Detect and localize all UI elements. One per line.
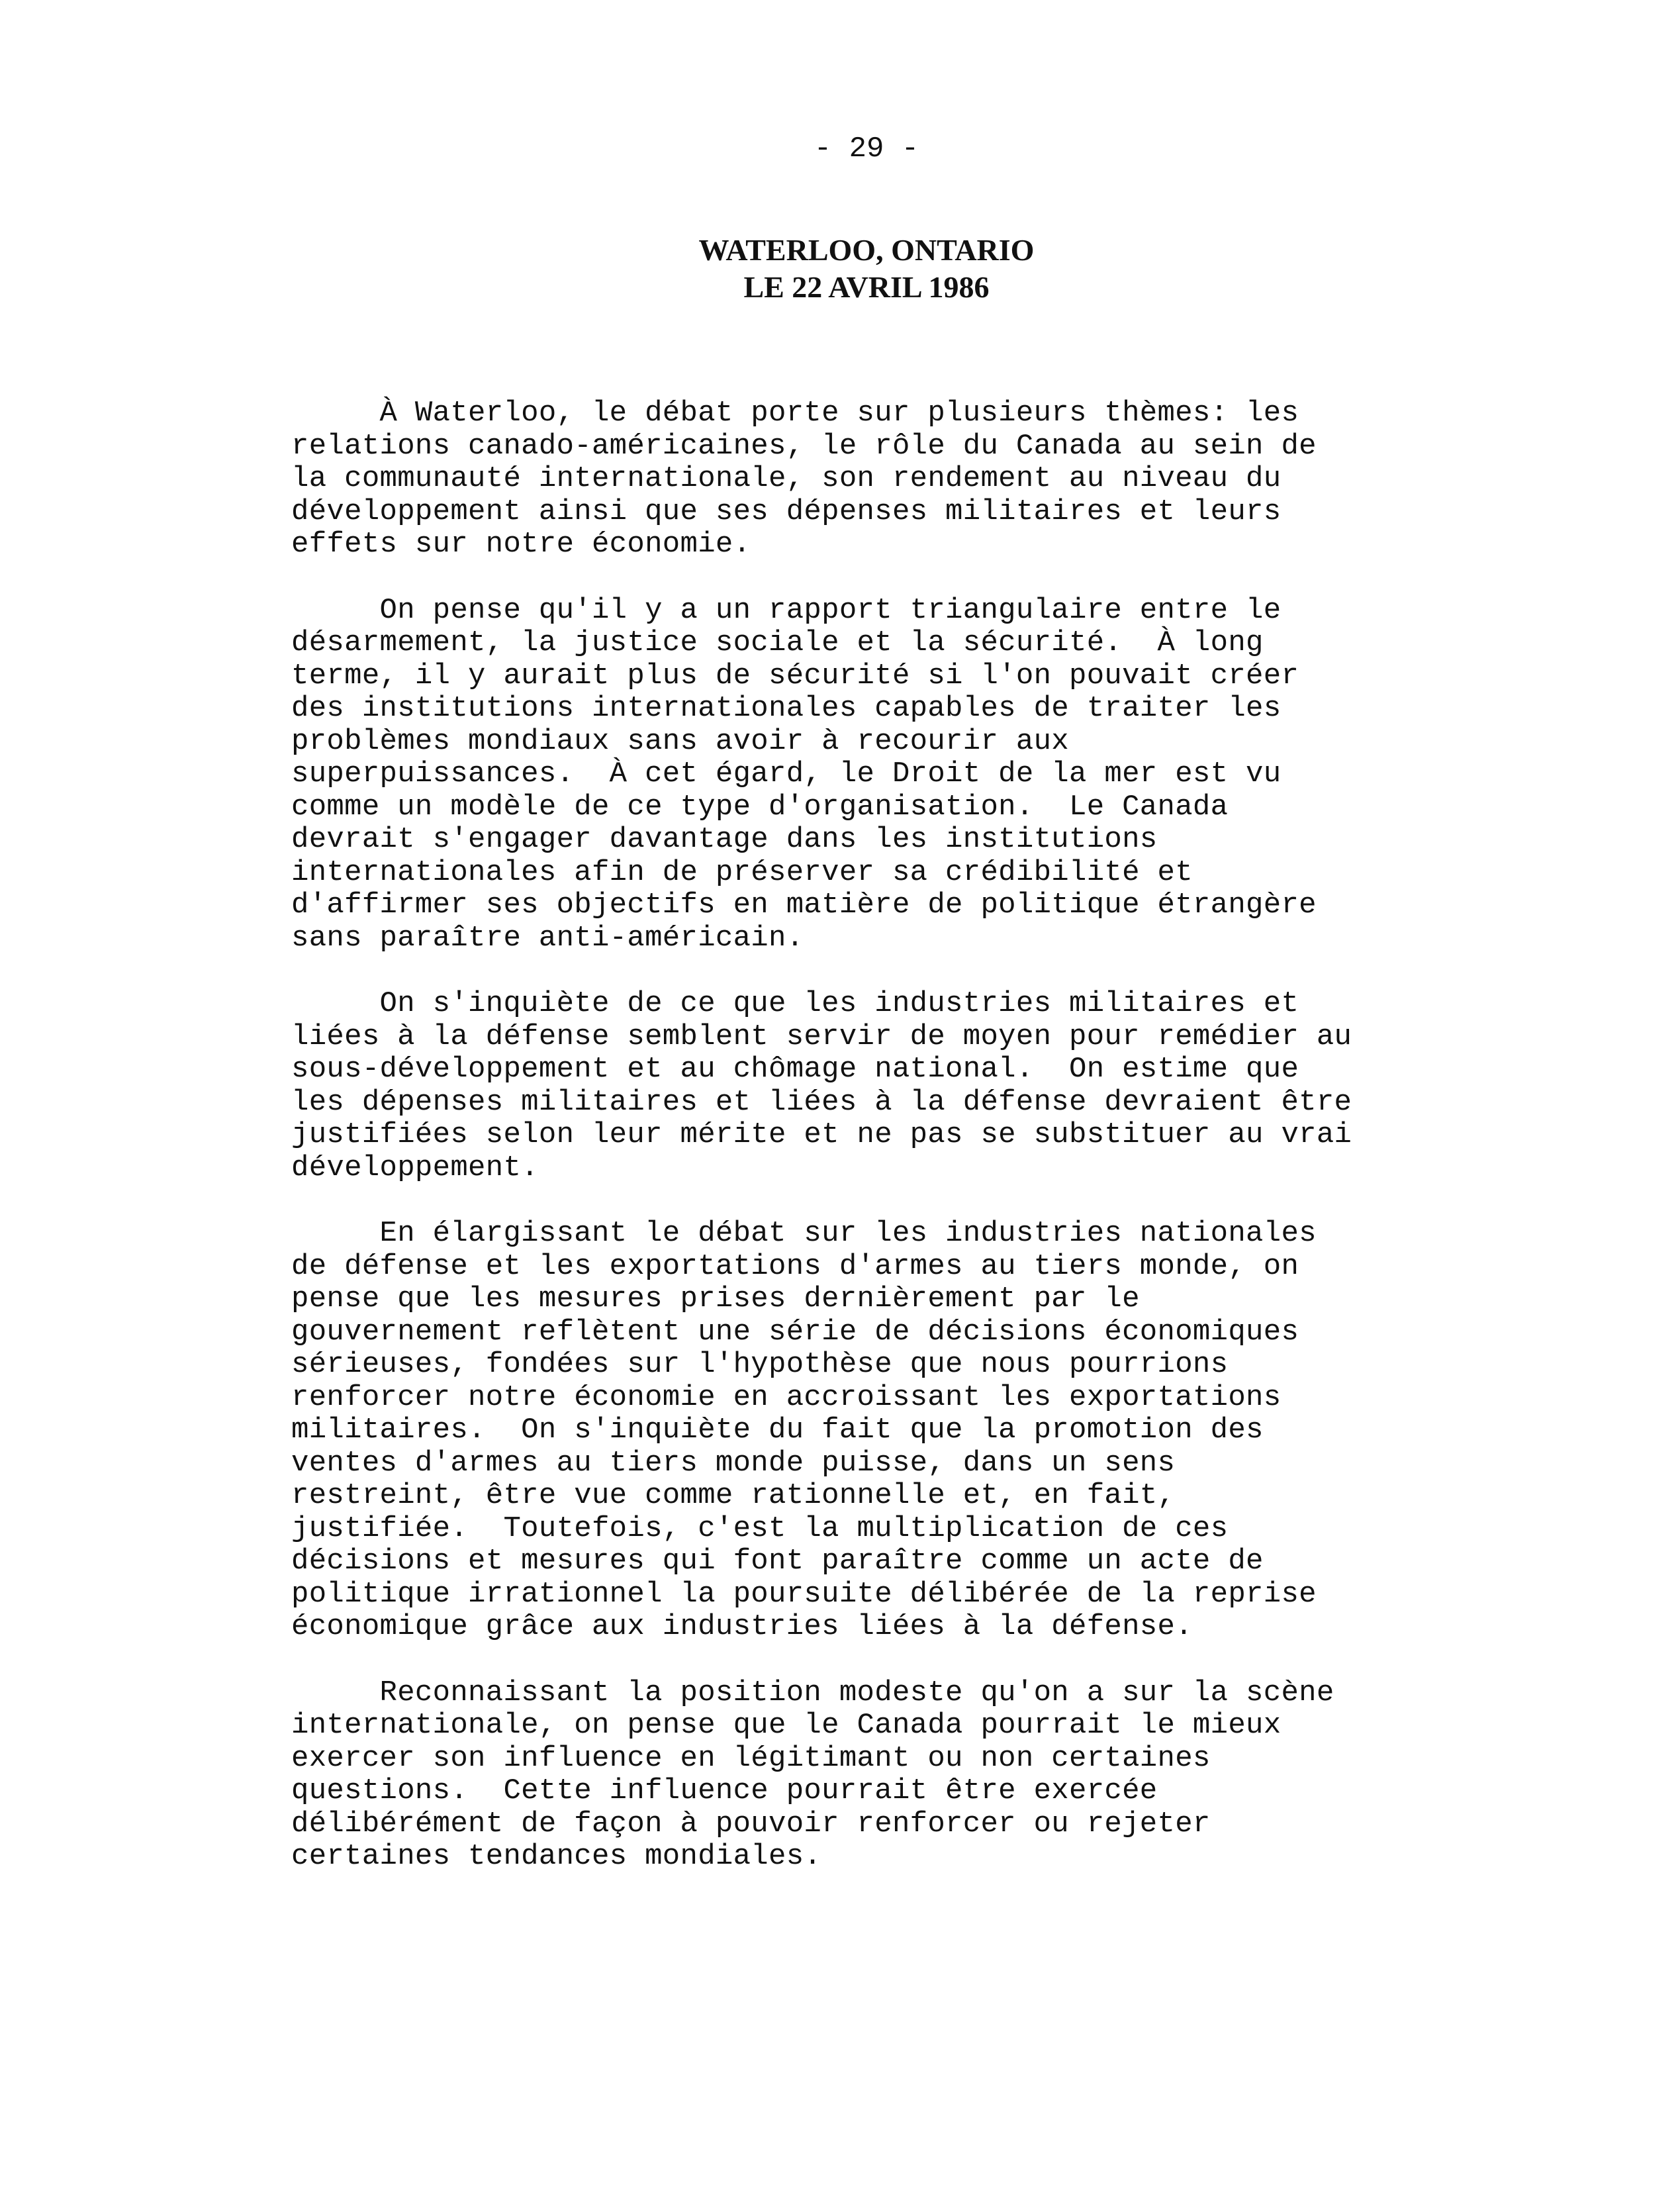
heading — [0, 232, 1680, 306]
paragraph-5: Reconnaissant la position modeste qu'on a sur la scène internationale, on pense que le Canada pourrait le mieux exercer son influence en légitimant ou non certaines questions. Cette influence pourrait être exercée délibérément de façon à pouvoir renforcer ou rejeter certaines tendances mondiales. — [291, 1676, 1334, 1873]
paragraph-4: En élargissant le débat sur les industries nationales de défense et les exportations d'armes au tiers monde, on pense que les mesures prises dernièrement par le gouvernement reflètent une série de décisions économiques sérieuses, fondées sur l'hypothèse que nous pourrions renforcer notre économie en accroissant les exportations militaires. On s'inquiète du fait que la promotion des ventes d'armes au tiers monde puisse, dans un sens restreint, être vue comme rationnelle et, en fait, justifiée. Toutefois, c'est la multiplication de ces décisions et mesures qui font paraître comme un acte de politique irrationnel la poursuite délibérée de la reprise économique grâce aux industries liées à la défense. — [291, 1217, 1317, 1643]
page-number: - 29 - — [814, 132, 919, 166]
paragraph-3: On s'inquiète de ce que les industries militaires et liées à la défense semblent servir de moyen pour remédier au sous-développement et au chômage national. On estime que les dépenses militaires et liées à la défense devraient être justifiées selon leur mérite et ne pas se substituer au vrai développement. — [291, 987, 1352, 1184]
paragraph-1: À Waterloo, le débat porte sur plusieurs thèmes: les relations canado-américaines, le rôle du Canada au sein de la communauté internationale, son rendement au niveau du développement ainsi que ses dépenses militaires et leurs effets sur notre économie. — [291, 397, 1317, 561]
heading-date: LE 22 AVRIL 1986 — [743, 270, 990, 304]
paragraph-2: On pense qu'il y a un rapport triangulaire entre le désarmement, la justice sociale et la sécurité. À long terme, il y aurait plus de sécurité si l'on pouvait créer des institutions internationales capables de traiter les problèmes mondiaux sans avoir à recourir aux superpuissances. À cet égard, le Droit de la mer est vu comme un modèle de ce type d'organisation. Le Canada devrait s'engager davantage dans les institutions internationales afin de préserver sa crédibilité et d'affirmer ses objectifs en matière de politique étrangère sans paraître anti-américain. — [291, 593, 1317, 955]
body-text — [291, 397, 1483, 1907]
heading-location: WATERLOO, ONTARIO — [698, 233, 1035, 267]
